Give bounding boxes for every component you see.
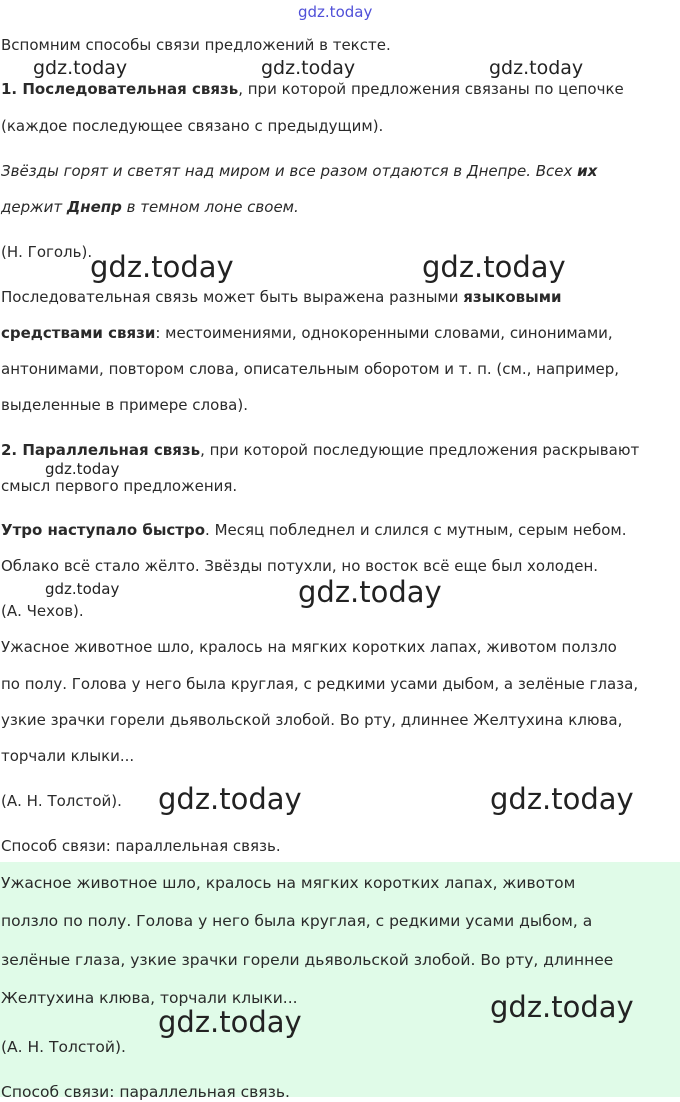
answer-line2: ползло по полу. Голова у него была круглая, с редкими усами дыбом, а: [1, 912, 593, 930]
watermark: gdz.today: [298, 575, 442, 609]
watermark: gdz.today: [158, 782, 302, 816]
watermark: gdz.today: [33, 57, 128, 79]
watermark: gdz.today: [158, 1005, 302, 1039]
section1-heading: 1. Последовательная связь: [1, 80, 239, 98]
task-author: (А. Н. Толстой).: [1, 792, 122, 810]
section1-line1: 1. Последовательная связь, при которой предложения связаны по цепочке: [1, 80, 624, 98]
watermark: gdz.today: [489, 57, 584, 79]
example1-author: (Н. Гоголь).: [1, 243, 93, 261]
example1-line1: Звёзды горят и светят над миром и все разом отдаются в Днепре. Всех их: [1, 162, 598, 180]
watermark: gdz.today: [490, 990, 634, 1024]
watermark: gdz.today: [422, 250, 566, 284]
answer-line4: Желтухина клюва, торчали клыки...: [1, 989, 298, 1007]
intro-text: Вспомним способы связи предложений в тексте.: [1, 36, 391, 54]
watermark: gdz.today: [261, 57, 356, 79]
answer-box: [0, 862, 680, 1097]
watermark: gdz.today: [45, 580, 120, 598]
answer-line1: Ужасное животное шло, кралось на мягких коротких лапах, животом: [1, 874, 576, 892]
desc-line4: выделенные в примере слова).: [1, 396, 248, 414]
desc-line3: антонимами, повтором слова, описательным оборотом и т. п. (см., например,: [1, 360, 620, 378]
answer-method: Способ связи: параллельная связь.: [1, 1083, 290, 1101]
task-line3: узкие зрачки горели дьявольской злобой. Во рту, длиннее Желтухина клюва,: [1, 711, 623, 729]
desc-line1: Последовательная связь может быть выражена разными языковыми: [1, 288, 562, 306]
example2-line1: Утро наступало быстро. Месяц побледнел и слился с мутным, серым небом.: [1, 521, 627, 539]
task-line4: торчали клыки...: [1, 747, 135, 765]
example2-author: (А. Чехов).: [1, 602, 84, 620]
example1-line2: держит Днепр в темном лоне своем.: [1, 198, 299, 216]
task-line2: по полу. Голова у него была круглая, с редкими усами дыбом, а зелёные глаза,: [1, 675, 639, 693]
section2-line2: смысл первого предложения.: [1, 477, 238, 495]
example2-line2: Облако всё стало жёлто. Звёзды потухли, но восток всё еще был холоден.: [1, 557, 599, 575]
answer-line3: зелёные глаза, узкие зрачки горели дьявольской злобой. Во рту, длиннее: [1, 951, 614, 969]
section1-line2: (каждое последующее связано с предыдущим).: [1, 117, 384, 135]
watermark-top: gdz.today: [298, 3, 373, 21]
section2-heading: 2. Параллельная связь: [1, 441, 201, 459]
section2-line1: 2. Параллельная связь, при которой последующие предложения раскрывают: [1, 441, 640, 459]
task-answer: Способ связи: параллельная связь.: [1, 837, 281, 855]
watermark: gdz.today: [45, 460, 120, 478]
task-line1: Ужасное животное шло, кралось на мягких коротких лапах, животом ползло: [1, 638, 617, 656]
answer-author: (А. Н. Толстой).: [1, 1038, 126, 1056]
desc-line2: средствами связи: местоимениями, однокоренными словами, синонимами,: [1, 324, 613, 342]
watermark: gdz.today: [490, 782, 634, 816]
watermark: gdz.today: [90, 250, 234, 284]
